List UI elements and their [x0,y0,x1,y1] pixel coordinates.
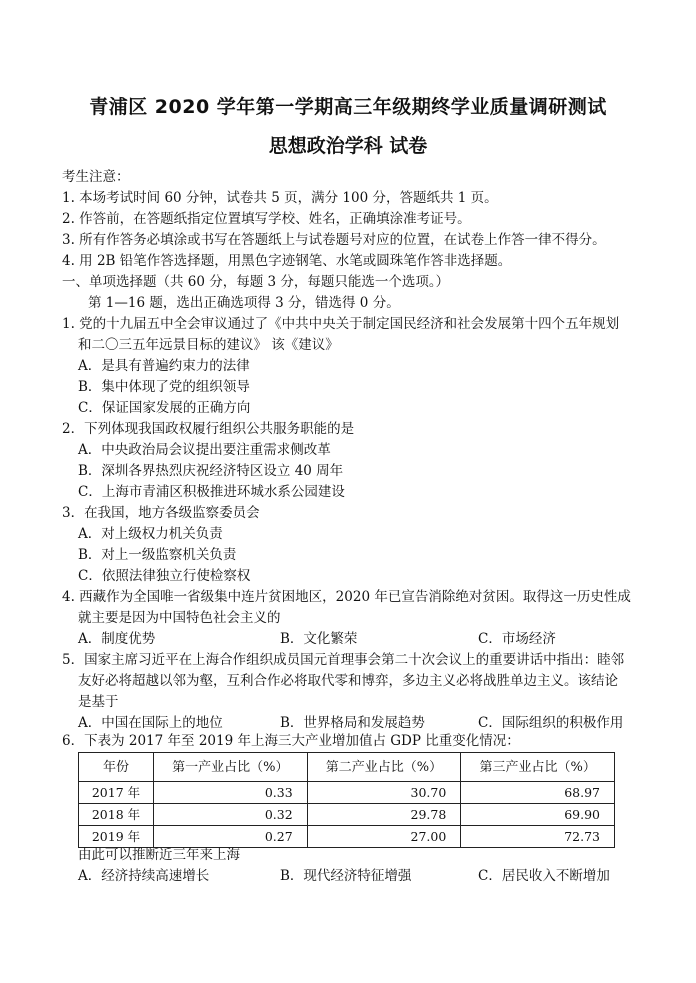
table-header-cell: 第二产业占比（%） [307,753,461,782]
question-4-option-c: C．市场经济 [478,631,556,647]
question-1-stem-cont: 和二〇三五年远景目标的建议》 该《建议》 [78,337,339,353]
table-cell: 0.32 [154,804,308,826]
question-4-option-a: A．制度优势 [78,631,156,647]
question-4-stem: 4. 西藏作为全国唯一省级集中连片贫困地区，2020 年已宣告消除绝对贫困。取得这一历史性成 [62,589,631,605]
industry-share-table [78,752,615,848]
question-6-option-a: A．经济持续高速增长 [78,868,210,884]
table-header-row [79,753,615,782]
notice-item: 4. 用 2B 铅笔作答选择题，用黑色字迹钢笔、水笔或圆珠笔作答非选择题。 [62,253,512,269]
question-1-option-b: B．集中体现了党的组织领导 [78,379,250,395]
table-header-cell: 第一产业占比（%） [154,753,308,782]
exam-subtitle: 思想政治学科 试卷 [268,135,428,157]
table-cell: 2019 年 [79,826,154,848]
question-2-option-b: B．深圳各界热烈庆祝经济特区设立 40 周年 [78,463,344,479]
table-cell: 68.97 [461,782,615,804]
question-5-option-b: B．世界格局和发展趋势 [280,715,425,731]
question-5-option-a: A．中国在国际上的地位 [78,715,223,731]
question-1-option-a: A．是具有普遍约束力的法律 [78,358,250,374]
question-5-stem-cont: 友好必将超越以邻为壑，互利合作必将取代零和博弈，多边主义必将战胜单边主义。该结论 [78,673,618,689]
table-header-cell: 年份 [79,753,154,782]
question-5-stem-cont: 是基于 [78,694,119,710]
notice-item: 2. 作答前，在答题纸指定位置填写学校、姓名，正确填涂准考证号。 [62,211,471,227]
table-cell: 2018 年 [79,804,154,826]
question-4-option-b: B．文化繁荣 [280,631,358,647]
table-cell: 0.33 [154,782,308,804]
question-1-stem: 1. 党的十九届五中全会审议通过了《中共中央关于制定国民经济和社会发展第十四个五年规划 [62,316,620,332]
table-cell: 27.00 [307,826,461,848]
notice-heading: 考生注意： [62,169,130,185]
question-2-stem: 2．下列体现我国政权履行组织公共服务职能的是 [62,421,355,437]
table-cell: 72.73 [461,826,615,848]
notice-item: 3. 所有作答务必填涂或书写在答题纸上与试卷题号对应的位置，在试卷上作答一律不得分。 [62,232,606,248]
table-cell: 30.70 [307,782,461,804]
table-row [79,782,615,804]
question-3-option-b: B．对上一级监察机关负责 [78,547,237,563]
question-4-stem-cont: 就主要是因为中国特色社会主义的 [78,610,281,626]
table-cell: 0.27 [154,826,308,848]
section-instruction: 第 1—16 题，选出正确选项得 3 分，错选得 0 分。 [88,295,400,311]
table-cell: 29.78 [307,804,461,826]
section-heading: 一、单项选择题（共 60 分，每题 3 分，每题只能选一个选项。） [62,274,450,290]
question-3-option-c: C．依照法律独立行使检察权 [78,568,251,584]
question-6-follow: 由此可以推断近三年来上海 [78,847,240,863]
question-3-option-a: A．对上级权力机关负责 [78,526,223,542]
table-header-cell: 第三产业占比（%） [461,753,615,782]
table-cell: 2017 年 [79,782,154,804]
question-2-option-a: A．中央政治局会议提出要注重需求侧改革 [78,442,331,458]
question-6-option-b: B．现代经济特征增强 [280,868,412,884]
notice-item: 1. 本场考试时间 60 分钟，试卷共 5 页，满分 100 分，答题纸共 1 页。 [62,190,498,206]
question-2-option-c: C．上海市青浦区积极推进环城水系公园建设 [78,484,345,500]
question-1-option-c: C．保证国家发展的正确方向 [78,400,251,416]
question-6-stem: 6．下表为 2017 年至 2019 年上海三大产业增加值占 GDP 比重变化情况： [62,733,520,749]
table-row [79,804,615,826]
question-5-option-c: C．国际组织的积极作用 [478,715,624,731]
question-6-option-c: C．居民收入不断增加 [478,868,610,884]
table-cell: 69.90 [461,804,615,826]
question-3-stem: 3．在我国，地方各级监察委员会 [62,505,260,521]
question-5-stem: 5．国家主席习近平在上海合作组织成员国元首理事会第二十次会议上的重要讲话中指出：睦邻 [62,652,625,668]
exam-title: 青浦区 2020 学年第一学期高三年级期终学业质量调研测试 [89,96,607,118]
